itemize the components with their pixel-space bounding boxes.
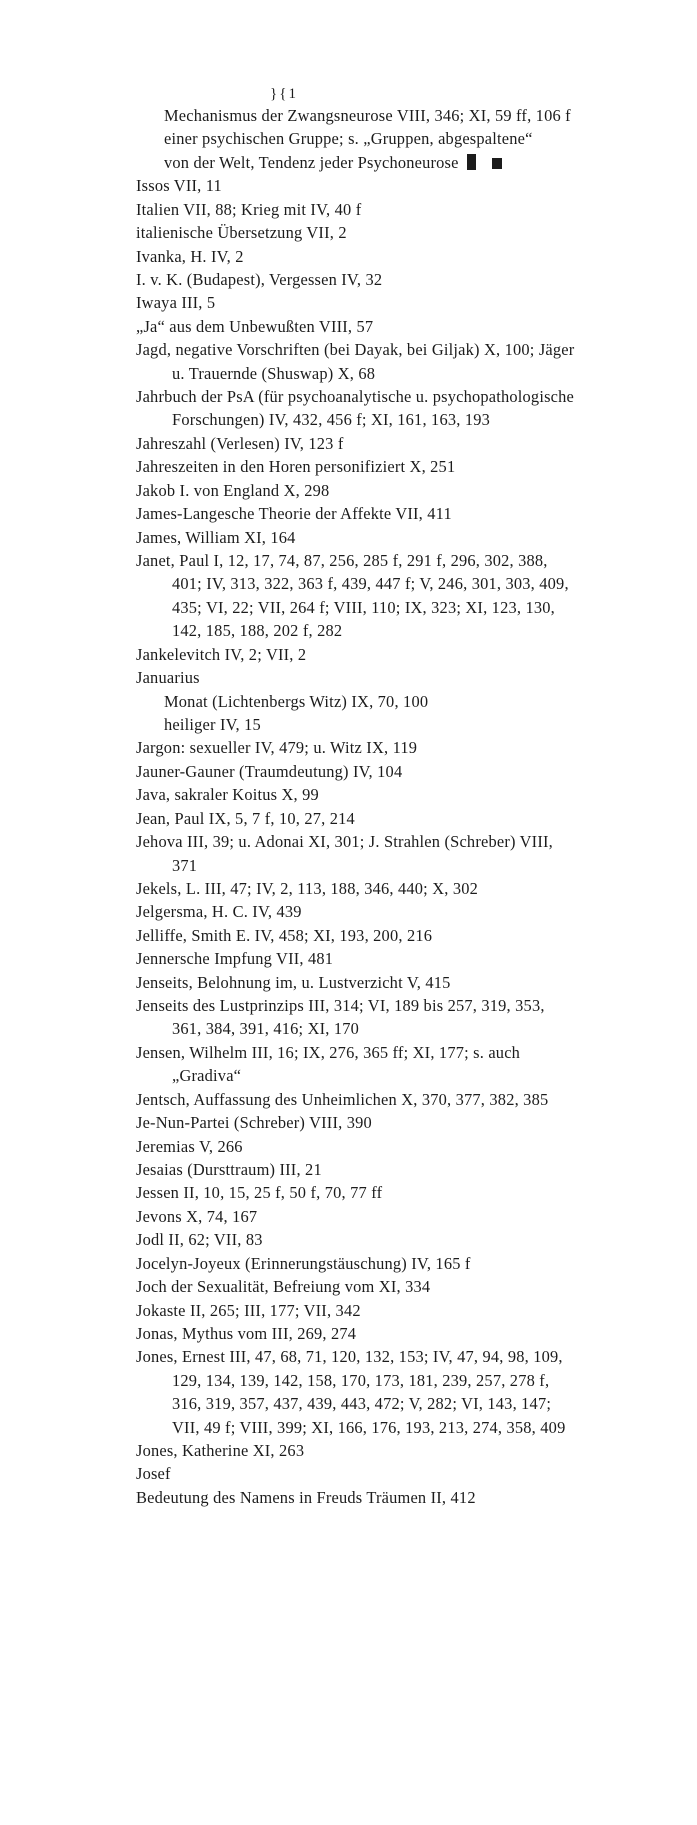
index-entry: Jean, Paul IX, 5, 7 f, 10, 27, 214 bbox=[136, 808, 355, 828]
index-entry: Jones, Katherine XI, 263 bbox=[136, 1441, 305, 1461]
index-entry: heiliger IV, 15 bbox=[164, 714, 261, 734]
index-entry: Jankelevitch IV, 2; VII, 2 bbox=[136, 644, 307, 664]
index-entry: Jonas, Mythus vom III, 269, 274 bbox=[136, 1323, 357, 1343]
index-entry: einer psychischen Gruppe; s. „Gruppen, abgespaltene“ bbox=[164, 129, 533, 149]
index-entry: James, William XI, 164 bbox=[136, 527, 296, 547]
index-entry: Jahrbuch der PsA (für psychoanalytische u. psychopathologische Forschungen) IV, 432, 456 f; XI, 161, 163, 193 bbox=[136, 387, 575, 430]
page-number: }{1 bbox=[270, 86, 298, 102]
index-entry: Jelliffe, Smith E. IV, 458; XI, 193, 200, 216 bbox=[136, 925, 433, 945]
index-entry: Joch der Sexualität, Befreiung vom XI, 334 bbox=[136, 1277, 431, 1297]
index-entry: Jekels, L. III, 47; IV, 2, 113, 188, 346, 440; X, 302 bbox=[136, 878, 479, 898]
index-entry: Jevons X, 74, 167 bbox=[136, 1206, 258, 1226]
index-entry: Jocelyn-Joyeux (Erinnerungstäuschung) IV, 165 f bbox=[136, 1253, 471, 1273]
index-entry: Jennersche Impfung VII, 481 bbox=[136, 949, 334, 969]
index-entry: Java, sakraler Koitus X, 99 bbox=[136, 785, 319, 805]
index-entry: Monat (Lichtenbergs Witz) IX, 70, 100 bbox=[164, 691, 429, 711]
index-entry: Jessen II, 10, 15, 25 f, 50 f, 70, 77 ff bbox=[136, 1183, 383, 1203]
index-entry: „Ja“ aus dem Unbewußten VIII, 57 bbox=[136, 316, 374, 336]
index-entry: Mechanismus der Zwangsneurose VIII, 346; XI, 59 ff, 106 f bbox=[164, 106, 571, 125]
index-entry: Jesaias (Dursttraum) III, 21 bbox=[136, 1159, 322, 1179]
index-list bbox=[136, 104, 576, 1509]
index-entry: Janet, Paul I, 12, 17, 74, 87, 256, 285 f, 291 f, 296, 302, 388, 401; IV, 313, 322, 363 f, 439, 447 f; V, 246, 301, 303, 409, 435; VI, 22; VII, 264 f; VIII, 110; IX, 323; XI, 123, 130, 142, 185, 188, 202 f, 282 bbox=[136, 551, 569, 641]
index-entry: Jakob I. von England X, 298 bbox=[136, 480, 330, 500]
ink-blot bbox=[467, 154, 476, 170]
index-entry: Issos VII, 11 bbox=[136, 176, 222, 196]
index-entry: italienische Übersetzung VII, 2 bbox=[136, 223, 347, 243]
index-entry: I. v. K. (Budapest), Vergessen IV, 32 bbox=[136, 269, 383, 289]
index-entry: Josef bbox=[136, 1464, 171, 1484]
index-entry: Ivanka, H. IV, 2 bbox=[136, 246, 244, 266]
index-entry: Bedeutung des Namens in Freuds Träumen II, 412 bbox=[136, 1487, 476, 1507]
index-entry: Jeremias V, 266 bbox=[136, 1136, 243, 1156]
index-entry: Jauner-Gauner (Traumdeutung) IV, 104 bbox=[136, 761, 403, 781]
ink-blot bbox=[492, 158, 502, 169]
index-entry: von der Welt, Tendenz jeder Psychoneurose bbox=[136, 151, 576, 174]
index-entry: Jelgersma, H. C. IV, 439 bbox=[136, 902, 302, 922]
index-entry: Jagd, negative Vorschriften (bei Dayak, bei Giljak) X, 100; Jäger u. Trauernde (Shuswap) X, 68 bbox=[136, 340, 575, 383]
index-entry: Jahreszahl (Verlesen) IV, 123 f bbox=[136, 433, 344, 453]
index-entry: Jones, Ernest III, 47, 68, 71, 120, 132, 153; IV, 47, 94, 98, 109, 129, 134, 139, 142, 158, 170, 173, 181, 239, 257, 278 f, 316, 319, 357, 437, 439, 443, 472; V, 282; VI, 143, 147; VII, 49 f; VIII, 399; XI, 166, 176, 193, 213, 274, 358, 409 bbox=[136, 1347, 566, 1437]
index-entry: Iwaya III, 5 bbox=[136, 293, 216, 313]
index-entry: Jodl II, 62; VII, 83 bbox=[136, 1230, 263, 1250]
index-entry: Jenseits, Belohnung im, u. Lustverzicht V, 415 bbox=[136, 972, 451, 992]
index-entry: Jenseits des Lustprinzips III, 314; VI, 189 bis 257, 319, 353, 361, 384, 391, 416; XI, 170 bbox=[136, 996, 545, 1039]
index-entry: Italien VII, 88; Krieg mit IV, 40 f bbox=[136, 199, 362, 219]
index-entry: Jensen, Wilhelm III, 16; IX, 276, 365 ff; XI, 177; s. auch „Gradiva“ bbox=[136, 1042, 521, 1086]
index-entry: Jehova III, 39; u. Adonai XI, 301; J. Strahlen (Schreber) VIII, 371 bbox=[136, 832, 553, 875]
index-entry: Jokaste II, 265; III, 177; VII, 342 bbox=[136, 1300, 361, 1320]
index-entry: Januarius bbox=[136, 668, 200, 688]
index-entry: Jahreszeiten in den Horen personifiziert X, 251 bbox=[136, 457, 456, 477]
index-entry: Je-Nun-Partei (Schreber) VIII, 390 bbox=[136, 1113, 372, 1133]
index-entry: Jargon: sexueller IV, 479; u. Witz IX, 119 bbox=[136, 738, 418, 758]
index-entry: James-Langesche Theorie der Affekte VII, 411 bbox=[136, 504, 452, 524]
index-entry: Jentsch, Auffassung des Unheimlichen X, 370, 377, 382, 385 bbox=[136, 1089, 549, 1109]
